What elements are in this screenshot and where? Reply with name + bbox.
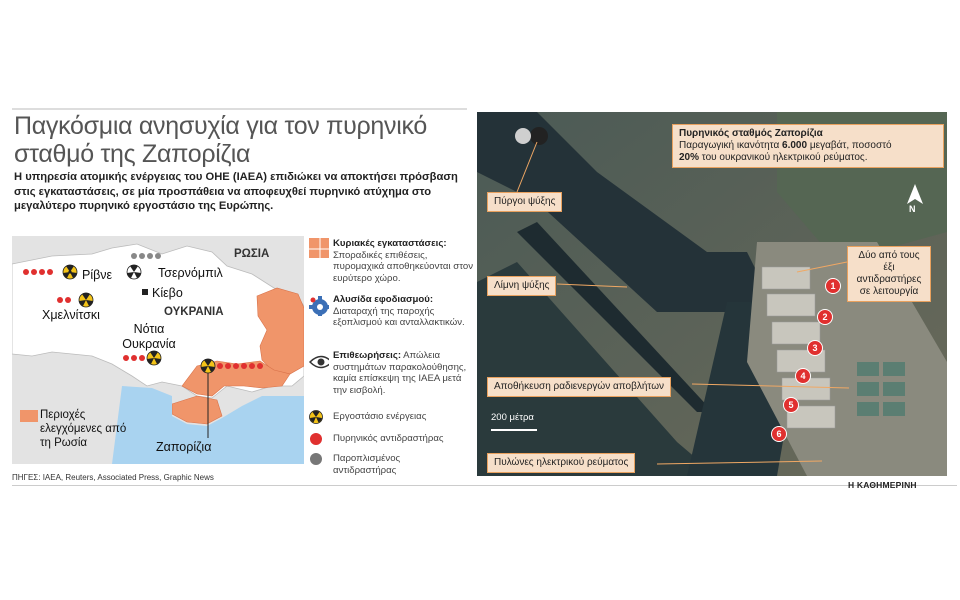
legend [307, 236, 473, 476]
gear-icon [309, 296, 329, 316]
waste-callout: Αποθήκευση ραδιενεργών αποβλήτων [487, 377, 671, 397]
legend-supply-text [333, 294, 473, 329]
grey-dot-icon [309, 452, 329, 472]
sources-text: ΠΗΓΕΣ: IAEA, Reuters, Associated Press, Graphic News [12, 473, 214, 482]
legend-old-reactor-label: Παροπλισμένος αντιδραστήρας [333, 453, 401, 476]
legend-plant [307, 410, 467, 428]
plant-line2: μεγαβάτ, ποσοστό [809, 140, 892, 151]
plant-info-callout [672, 124, 944, 168]
north-label: N [909, 204, 916, 214]
reactors-note-callout: Δύο από τους έξι αντιδραστήρες σε λειτουργία [847, 246, 931, 302]
kyiv-marker [142, 289, 148, 295]
reactor-1-marker: 1 [825, 278, 841, 294]
scale-label: 200 μέτρα [491, 412, 534, 423]
legend-inspection-title: Επιθεωρήσεις: [333, 350, 402, 361]
legend-attacks-text [333, 238, 473, 284]
rivne-plant-icon [63, 265, 77, 279]
plant-title: Πυρηνικός σταθμός Ζαπορίζια [679, 128, 823, 139]
reactor-2-marker: 2 [817, 309, 833, 325]
top-divider [12, 108, 467, 110]
plant-line3: του ουκρανικού ηλεκτρικού ρεύματος. [701, 152, 868, 163]
legend-attacks-title: Κυριακές εγκαταστάσεις: [333, 238, 447, 249]
khmelnytskyi-label: Χμελνίτσκι [42, 308, 100, 322]
intro-text: Η υπηρεσία ατομικής ενέργειας του ΟΗΕ (ΙΑΕΑ) επιδιώκει να αποκτήσει πρόσβαση στις εγκαταστάσεις, σε μία προσπάθεια να αποφευχθεί πυρηνικό ατύχημα στο μεγαλύτερο πυρηνικό εργοστάσιο της Ευρώπης. [14, 171, 458, 212]
khmelnytskyi-plant-icon [79, 293, 93, 307]
bottom-divider [12, 485, 957, 486]
eye-icon [309, 354, 329, 374]
satellite-image [477, 112, 947, 476]
cooling-lake-callout: Λίμνη ψύξης [487, 276, 556, 296]
plant-pct: 20% [679, 152, 700, 163]
reactor-6-marker: 6 [771, 426, 787, 442]
south-ukraine-plant-icon [147, 351, 161, 365]
plant-line1: Παραγωγική ικανότητα [679, 140, 780, 151]
legend-inspection-text [333, 350, 473, 396]
legend-reactor-label: Πυρηνικός αντιδραστήρας [333, 433, 444, 444]
legend-old-reactor [307, 452, 467, 480]
legend-plant-label: Εργοστάσιο ενέργειας [333, 411, 427, 422]
legend-reactor [307, 432, 467, 450]
plant-capacity: 6.000 [782, 140, 808, 151]
chernobyl-label: Τσερνόμπιλ [158, 266, 223, 280]
controlled-area-swatch [20, 410, 38, 422]
russia-label: ΡΩΣΙΑ [234, 248, 270, 260]
zaporizhzhia-label: Ζαπορίζια [156, 440, 212, 454]
ukraine-map [12, 236, 304, 464]
pylons-callout: Πυλώνες ηλεκτρικού ρεύματος [487, 453, 635, 473]
red-dot-icon [309, 432, 329, 452]
legend-supply-title: Αλυσίδα εφοδιασμού: [333, 294, 434, 305]
radiation-icon [309, 410, 329, 430]
reactor-3-marker: 3 [807, 340, 823, 356]
cooling-towers-callout: Πύργοι ψύξης [487, 192, 562, 212]
chernobyl-plant-icon [127, 265, 141, 279]
legend-supply-desc: Διαταραχή της παροχής εξοπλισμού και ανταλλακτικών. [333, 305, 465, 328]
ukraine-label: ΟΥΚΡΑΝΙΑ [164, 306, 224, 318]
reactor-5-marker: 5 [783, 397, 799, 413]
building-icon [309, 238, 329, 258]
kyiv-label: Κίεβο [152, 286, 183, 300]
reactor-4-marker: 4 [795, 368, 811, 384]
legend-inspection [307, 350, 467, 402]
legend-supply [307, 294, 467, 342]
rivne-label: Ρίβνε [82, 268, 113, 282]
page-title: Παγκόσμια ανησυχία για τον πυρηνικό σταθμό της Ζαπορίζια [14, 112, 427, 168]
controlled-area-label: Περιοχές ελεγχόμενες από τη Ρωσία [40, 409, 127, 449]
legend-inspection-desc: Απώλεια συστημάτων παρακολούθησης, καμία επίσκεψη της ΙΑΕΑ μετά την εισβολή. [333, 350, 467, 396]
legend-attacks-desc: Σποραδικές επιθέσεις, πυρομαχικά αποθηκεύονται στον ευρύτερο χώρο. [333, 249, 473, 284]
south-ukraine-reactors [123, 355, 145, 361]
south-ukraine-label: Νότια Ουκρανία [122, 322, 176, 351]
publisher-brand: Η ΚΑΘΗΜΕΡΙΝΗ [848, 480, 917, 490]
legend-attacks [307, 238, 473, 286]
